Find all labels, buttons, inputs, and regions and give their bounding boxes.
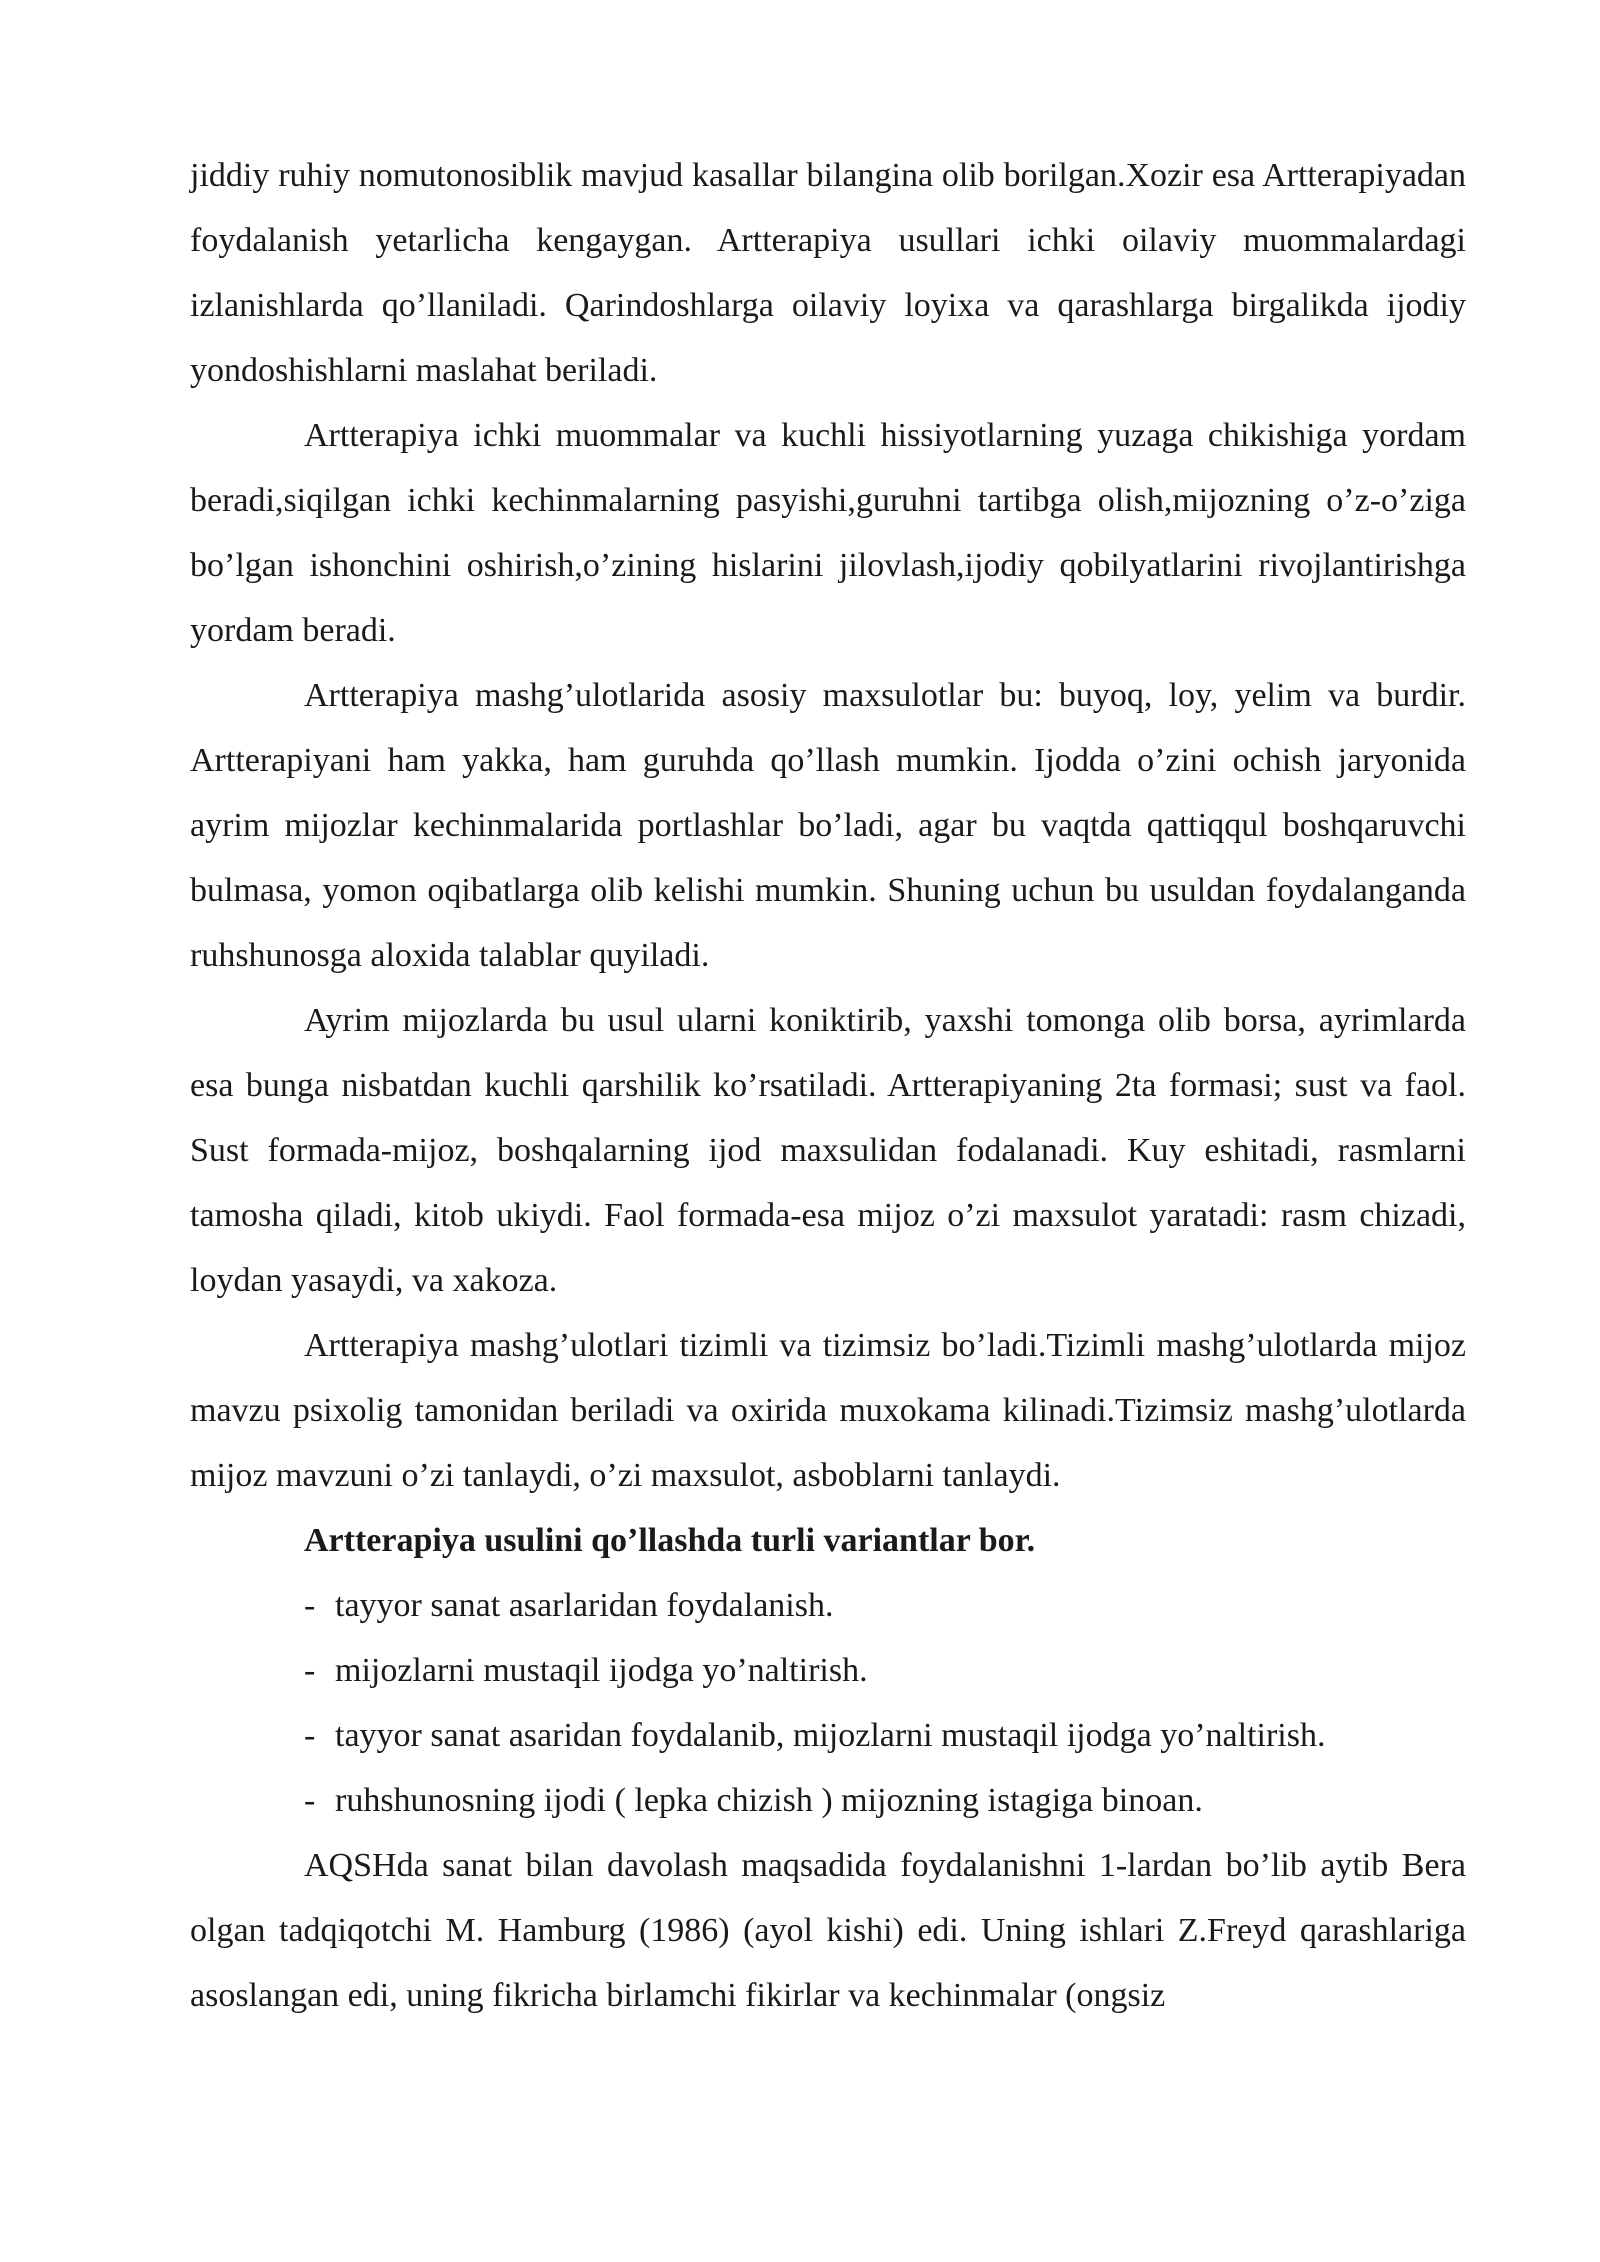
list-item bbox=[190, 1703, 1466, 1768]
list-dash: - bbox=[304, 1782, 316, 1819]
list-item-text: tayyor sanat asarlaridan foydalanish. bbox=[335, 1587, 834, 1624]
paragraph-artterapiya-benefits: Artterapiya ichki muommalar va kuchli hissiyotlarning yuzaga chikishiga yordam beradi,siqilgan ichki kechinmalarning pasyishi,guruhni tartibga olish,mijozning o’z-o’ziga bo’lgan ishonchini oshirish,o’zining hislarini jilovlash,ijodiy qobilyatlarini rivojlantirishga yordam beradi. bbox=[190, 417, 1466, 649]
section-heading: Artterapiya usulini qo’llashda turli variantlar bor. bbox=[304, 1522, 1036, 1559]
list-item bbox=[190, 1573, 1466, 1638]
list-dash: - bbox=[304, 1652, 316, 1689]
list-item bbox=[190, 1768, 1466, 1833]
list-item bbox=[190, 1638, 1466, 1703]
list-item-text: tayyor sanat asaridan foydalanib, mijozlarni mustaqil ijodga yo’naltirish. bbox=[335, 1717, 1326, 1754]
paragraph-history: AQSHda sanat bilan davolash maqsadida foydalanishni 1-lardan bo’lib aytib Bera olgan tadqiqotchi M. Hamburg (1986) (ayol kishi) edi. Uning ishlari Z.Freyd qarashlariga asoslangan edi, uning fikricha birlamchi fikirlar va kechinmalar (ongsiz bbox=[190, 1847, 1466, 2014]
document-body bbox=[190, 143, 1466, 2028]
paragraph-forms: Ayrim mijozlarda bu usul ularni koniktirib, yaxshi tomonga olib borsa, ayrimlarda esa bunga nisbatdan kuchli qarshilik ko’rsatiladi. Artterapiyaning 2ta formasi; sust va faol. Sust formada-mijoz, boshqalarning ijod maxsulidan fodalanadi. Kuy eshitadi, rasmlarni tamosha qiladi, kitob ukiydi. Faol formada-esa mijoz o’zi maxsulot yaratadi: rasm chizadi, loydan yasaydi, va xakoza. bbox=[190, 1002, 1466, 1299]
list-item-text: ruhshunosning ijodi ( lepka chizish ) mijozning istagiga binoan. bbox=[335, 1782, 1203, 1819]
paragraph-systematic-sessions: Artterapiya mashg’ulotlari tizimli va tizimsiz bo’ladi.Tizimli mashg’ulotlarda mijoz mavzu psixolig tamonidan beriladi va oxirida muxokama kilinadi.Tizimsiz mashg’ulotlarda mijoz mavzuni o’zi tanlaydi, o’zi maxsulot, asboblarni tanlaydi. bbox=[190, 1327, 1466, 1494]
paragraph-continuation: jiddiy ruhiy nomutonosiblik mavjud kasallar bilangina olib borilgan.Xozir esa Artterapiyadan foydalanish yetarlicha kengaygan. Artterapiya usullari ichki oilaviy muommalardagi izlanishlarda qo’llaniladi. Qarindoshlarga oilaviy loyixa va qarashlarga birgalikda ijodiy yondoshishlarni maslahat beriladi. bbox=[190, 157, 1466, 389]
paragraph-materials: Artterapiya mashg’ulotlarida asosiy maxsulotlar bu: buyoq, loy, yelim va burdir. Artterapiyani ham yakka, ham guruhda qo’llash mumkin. Ijodda o’zini ochish jaryonida ayrim mijozlar kechinmalarida portlashlar bo’ladi, agar bu vaqtda qattiqqul boshqaruvchi bulmasa, yomon oqibatlarga olib kelishi mumkin. Shuning uchun bu usuldan foydalanganda ruhshunosga aloxida talablar quyiladi. bbox=[190, 677, 1466, 974]
variants-list bbox=[190, 1573, 1466, 1833]
list-item-text: mijozlarni mustaqil ijodga yo’naltirish. bbox=[335, 1652, 868, 1689]
list-dash: - bbox=[304, 1587, 316, 1624]
list-dash: - bbox=[304, 1717, 316, 1754]
